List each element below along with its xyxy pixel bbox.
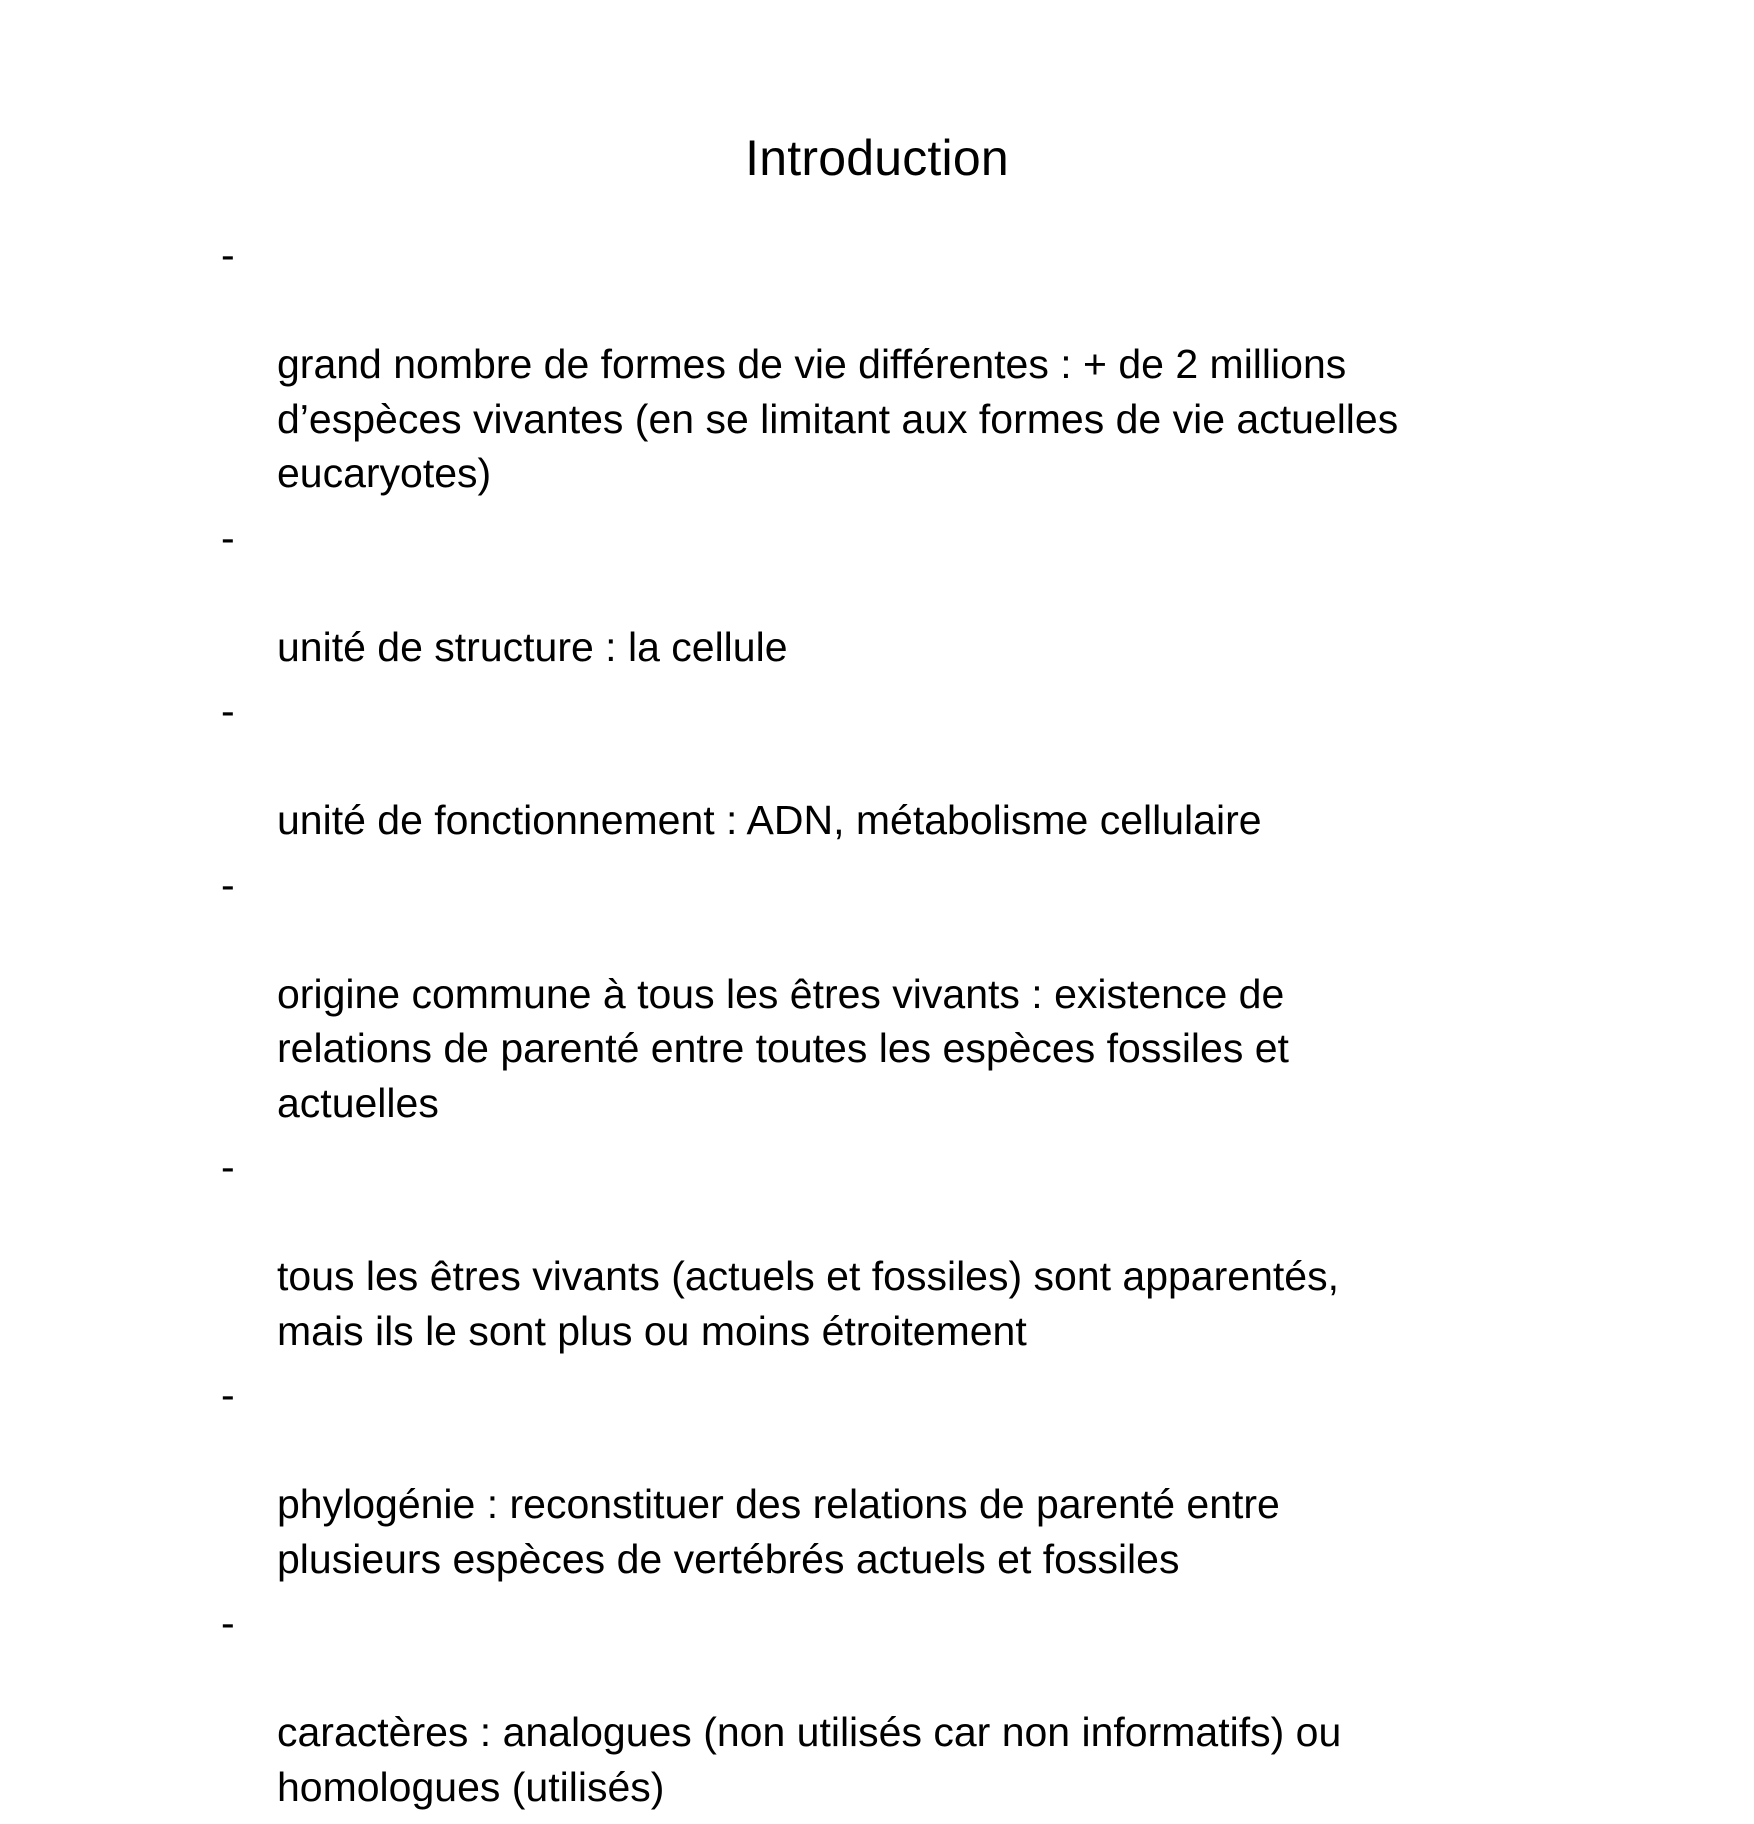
list-item-text: phylogénie : reconstituer des relations de parenté entre plusieurs espèces de vertébrés actuels et fossiles <box>277 1481 1280 1582</box>
list-item <box>213 1140 1553 1358</box>
list-item <box>213 858 1553 1131</box>
bullet-dash: - <box>221 1144 235 1190</box>
list-item-text: unité de structure : la cellule <box>277 623 788 670</box>
list-item-text: origine commune à tous les êtres vivants : existence de relations de parenté entre toutes les espèces fossiles et actuelles <box>277 970 1289 1126</box>
list-item-text: tous les êtres vivants (actuels et fossiles) sont apparentés, mais ils le sont plus ou moins étroitement <box>277 1253 1339 1354</box>
bullet-dash: - <box>221 232 235 278</box>
list-item <box>213 1368 1553 1586</box>
list-item <box>213 511 1553 675</box>
list-item-text: grand nombre de formes de vie différentes : + de 2 millions d’espèces vivantes (en se limitant aux formes de vie actuelles eucaryotes) <box>277 341 1399 496</box>
bullet-dash: - <box>221 861 235 908</box>
bullet-list <box>213 228 1553 1824</box>
list-item-text: unité de fonctionnement : ADN, métabolisme cellulaire <box>277 797 1262 843</box>
list-item <box>213 1596 1553 1814</box>
slide-title: Introduction <box>745 130 1009 186</box>
bullet-dash: - <box>221 1372 235 1418</box>
bullet-dash: - <box>221 1600 235 1646</box>
list-item-text: caractères : analogues (non utilisés car non informatifs) ou homologues (utilisés) <box>277 1709 1342 1810</box>
bullet-dash: - <box>221 514 235 561</box>
bullet-dash: - <box>221 688 235 734</box>
list-item <box>213 684 1553 848</box>
list-item <box>213 228 1553 501</box>
